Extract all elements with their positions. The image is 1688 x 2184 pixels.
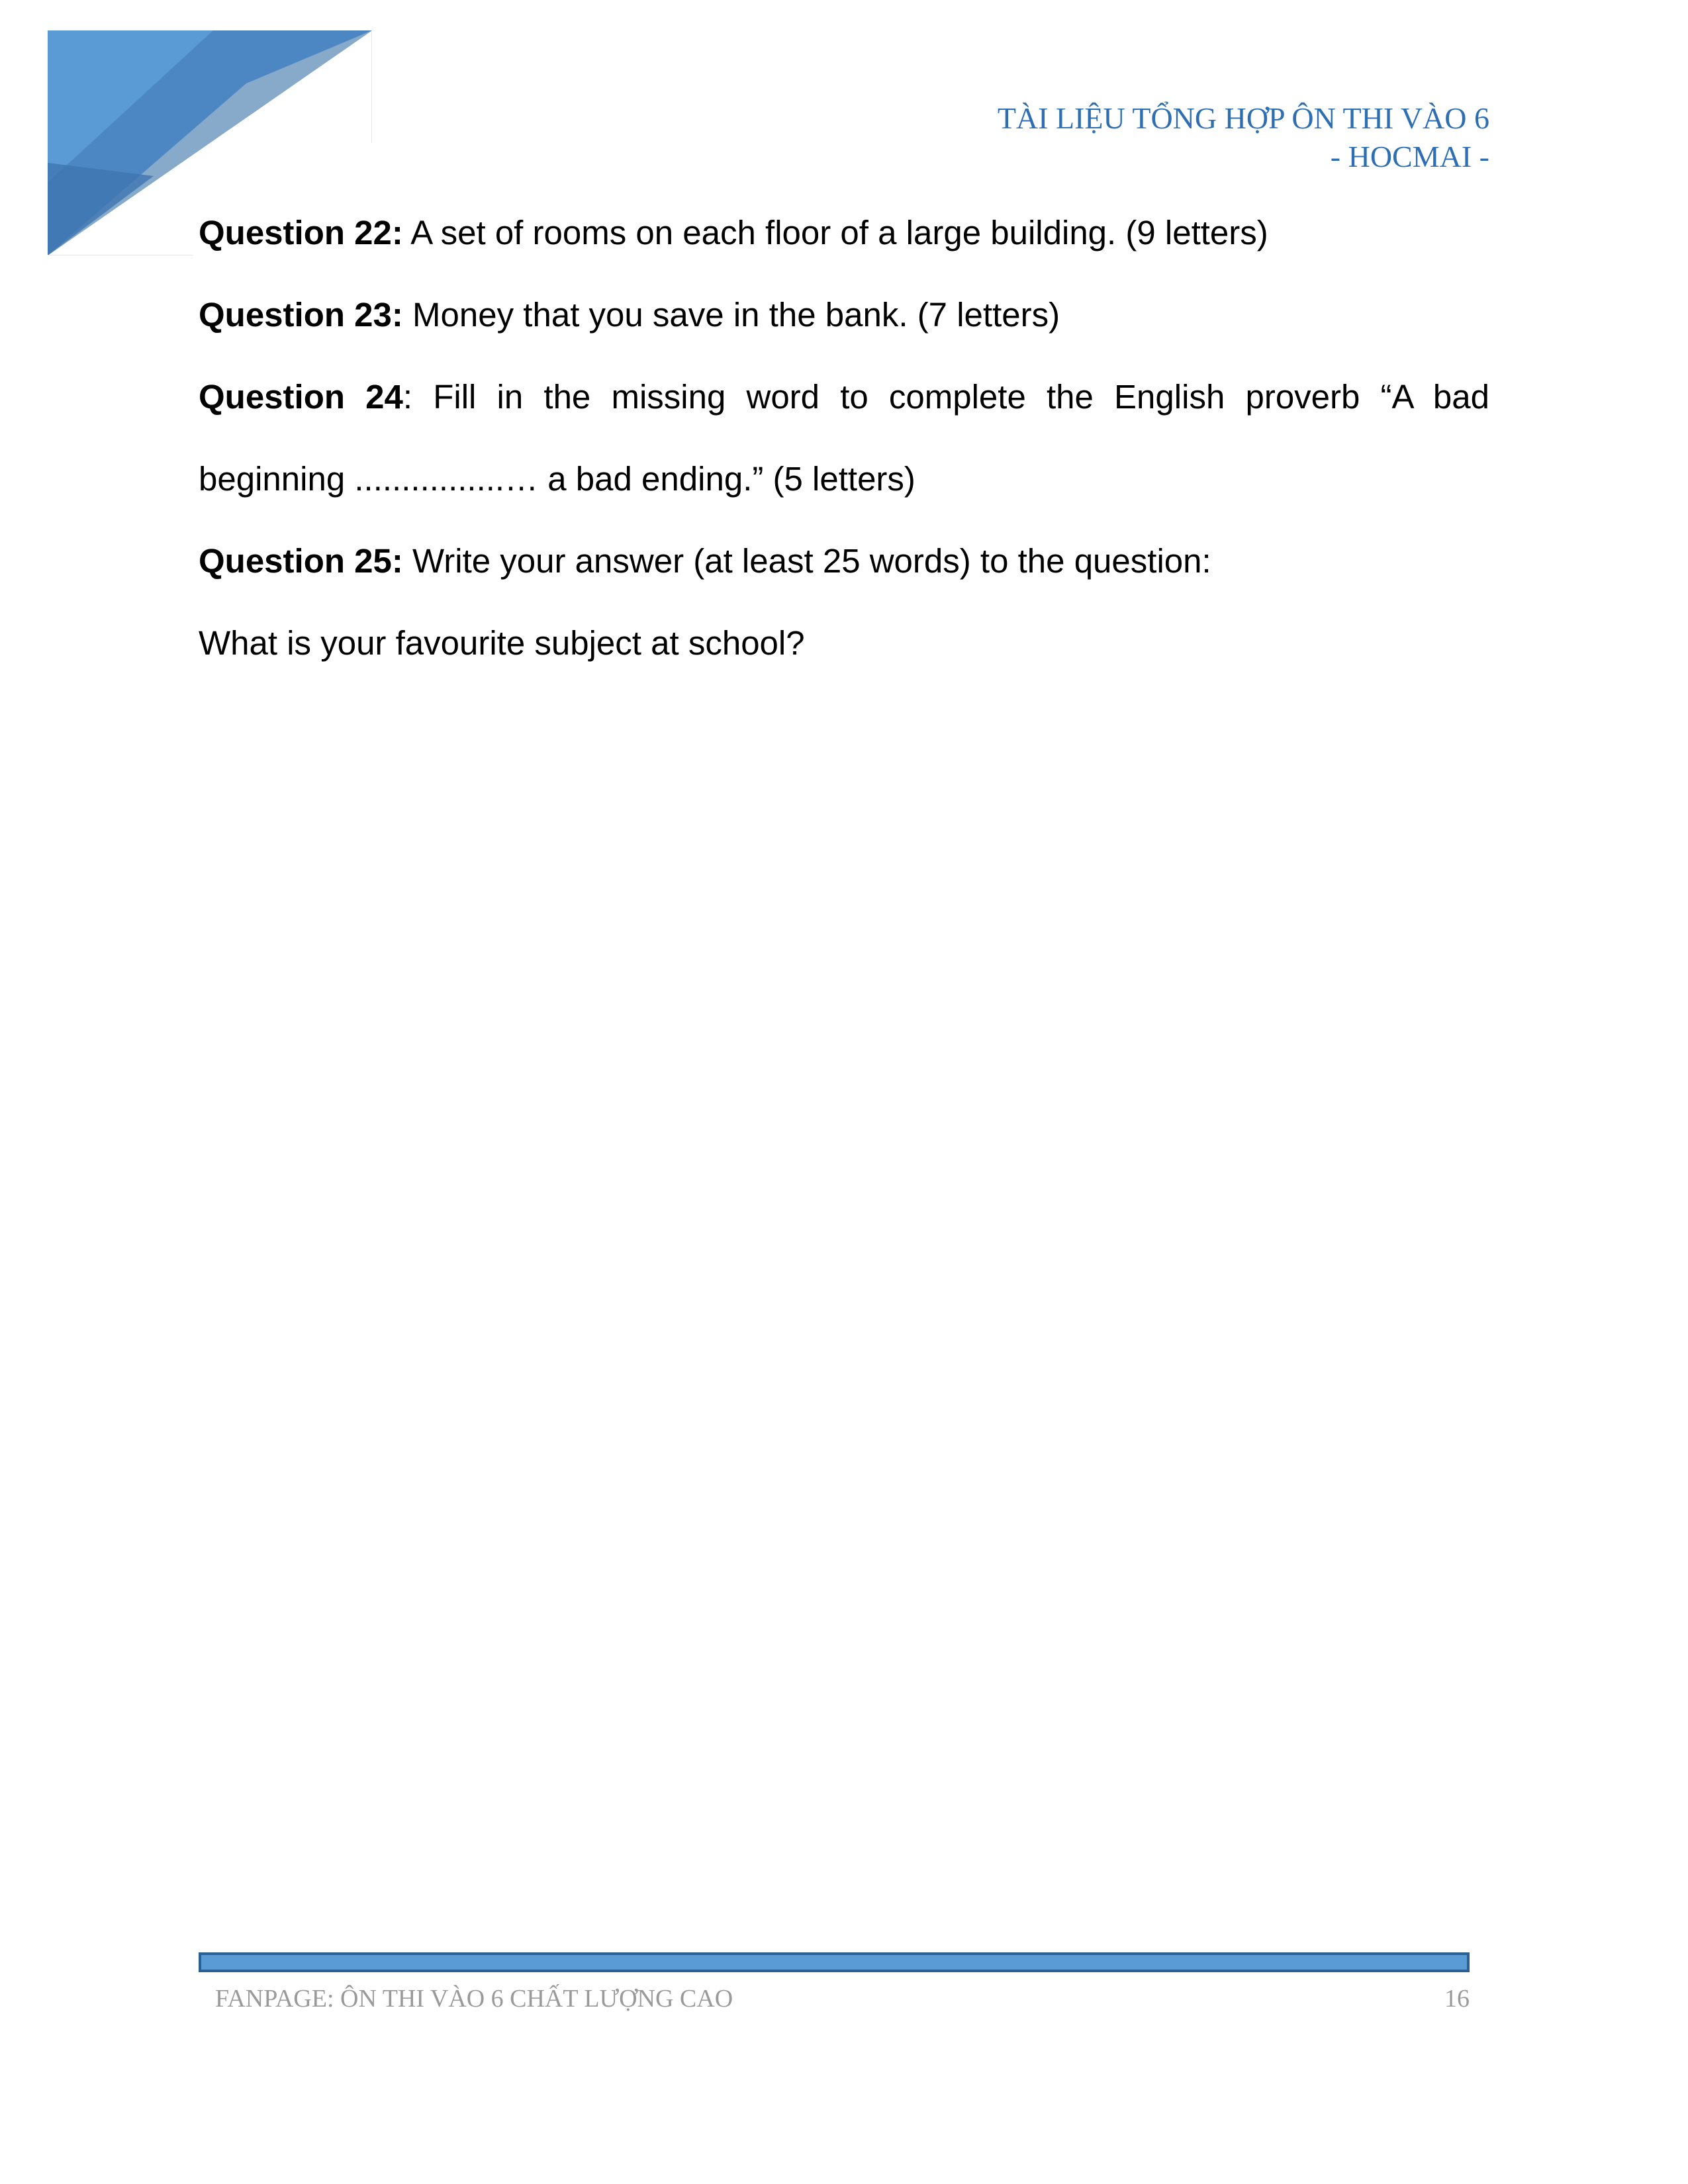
header-title: TÀI LIỆU TỔNG HỢP ÔN THI VÀO 6: [997, 101, 1489, 135]
question-24-line-1: [199, 356, 1489, 438]
question-22-label: Question 22:: [199, 214, 403, 251]
question-25-text: Write your answer (at least 25 words) to the question:: [402, 542, 1211, 580]
question-25-label: Question 25:: [199, 542, 403, 580]
question-25-prompt: What is your favourite subject at school?: [199, 624, 805, 662]
page-header: [998, 99, 1489, 176]
page-number: 16: [1444, 1985, 1470, 2013]
question-22: [199, 192, 1489, 274]
question-23: [199, 274, 1489, 356]
question-25: [199, 520, 1489, 602]
footer-divider-bar: [199, 1952, 1470, 1972]
question-24-text-line-2: beginning ................… a bad ending.” (5 letters): [199, 460, 915, 498]
question-23-label: Question 23:: [199, 296, 403, 334]
question-22-text: A set of rooms on each floor of a large building. (9 letters): [402, 214, 1268, 251]
header-subtitle: - HOCMAI -: [1330, 140, 1489, 173]
footer-fanpage-text: FANPAGE: ÔN THI VÀO 6 CHẤT LƯỢNG CAO: [215, 1985, 733, 2013]
question-23-text: Money that you save in the bank. (7 letters): [402, 296, 1060, 334]
question-24-label: Question 24: [199, 378, 403, 416]
question-24-line-2: [199, 438, 1489, 520]
question-content: [199, 192, 1489, 684]
question-24-text-line-1: : Fill in the missing word to complete the English proverb “A bad: [402, 378, 1489, 416]
